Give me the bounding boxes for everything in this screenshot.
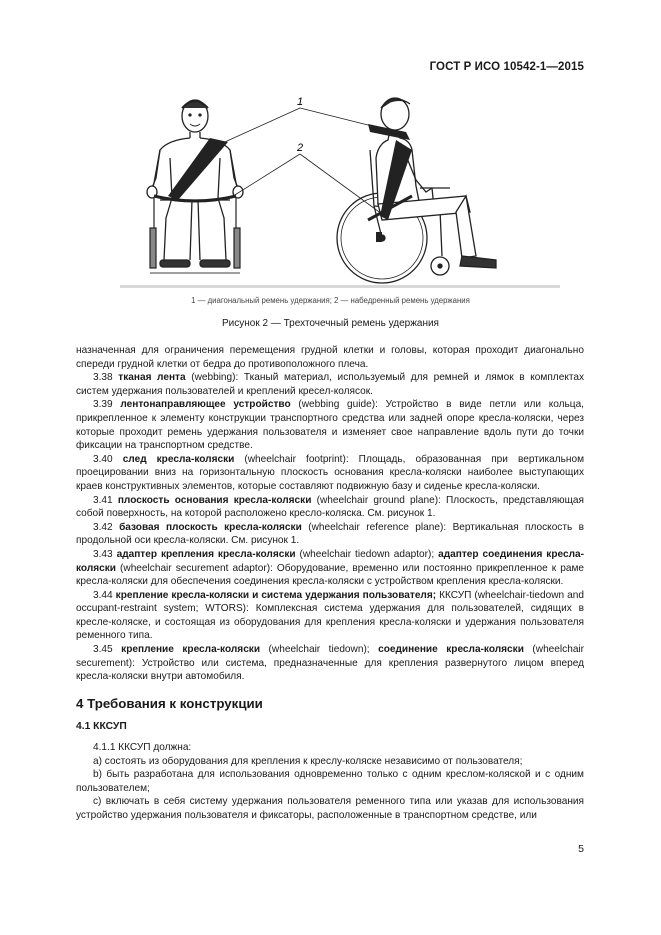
section-4-heading: 4 Требования к конструкции bbox=[76, 695, 263, 711]
callout-2-label: 2 bbox=[296, 142, 304, 154]
term-3-44: 3.44 крепление кресла-коляски и система удержания пользователя; ККСУП (wheelchair-tiedown and occupant-restraint system; WTORS): Комплексная система удержания для пользователей, сидящих в кресле-коляске, и состоящая из оборудования для крепления кресла-коляски и удержания пользователя ременного типа. bbox=[76, 589, 584, 642]
document-standard-number: ГОСТ Р ИСО 10542-1—2015 bbox=[429, 61, 584, 73]
front-view-occupant bbox=[147, 100, 243, 267]
clause-4-1-1: 4.1.1 ККСУП должна: bbox=[93, 742, 192, 754]
page-number: 5 bbox=[578, 843, 584, 855]
callout-1-label: 1 bbox=[296, 96, 304, 108]
term-3-43: 3.43 адаптер крепления кресла-коляски (wheelchair tiedown adaptor); адаптер соединения кресла-коляски (wheelchair securement adaptor): Оборудование, временно или постоянно прикрепленное к раме кресла-коляски для обеспечения соединения кресла-коляски с устройством крепления кресла-коляски. bbox=[76, 548, 584, 588]
term-3-39: 3.39 лентонаправляющее устройство (webbing guide): Устройство в виде петли или кольца, прикрепленное к элементу конструкции транспортного средства или задней опоре кресла-коляски, через которые проходит ремень удержания пользователя и изменяет свое направление вдоль пути до точки фиксации на транспортном средстве. bbox=[76, 399, 584, 452]
clause-item-a: a) состоять из оборудования для крепления к креслу-коляске независимо от пользователя; bbox=[93, 755, 523, 767]
figure-drawing bbox=[120, 88, 560, 298]
document-body bbox=[76, 344, 584, 823]
term-3-40: 3.40 след кресла-коляски (wheelchair footprint): Площадь, образованная при вертикальном проецировании вниз на горизонтальную плоскость основания кресла-коляски наиболее выступающих краев конструктивных элементов, которые составляют подвижную базу и сиденье кресла-коляски. bbox=[76, 453, 585, 492]
clause-item-c: c) включать в себя систему удержания пользователя ременного типа или указав для использования устройство удержания пользователя и фиксаторы, расположенные в транспортном средстве, или bbox=[76, 796, 584, 821]
clause-item-b: b) быть разработана для использования одновременно только с одним креслом-коляской и с одним пользователем; bbox=[76, 769, 584, 794]
paragraph-continuation: назначенная для ограничения перемещения грудной клетки и головы, которая проходит диагонально спереди грудной клетки от бедра до противоположного плеча. bbox=[76, 345, 584, 370]
term-3-38: 3.38 тканая лента (webbing): Тканый материал, используемый для ремней и лямок в комплектах систем удержания пользователей и креплений кресел-колясок. bbox=[76, 372, 585, 397]
callout-leaders bbox=[216, 108, 382, 214]
figure-three-point-belt bbox=[120, 88, 560, 298]
figure-legend: 1 — диагональный ремень удержания; 2 — набедренный ремень удержания bbox=[191, 296, 470, 305]
section-4-1-heading: 4.1 ККСУП bbox=[76, 721, 127, 733]
term-3-42: 3.42 базовая плоскость кресла-коляски (wheelchair reference plane): Вертикальная плоскость в продольной оси кресла-коляски. См. рисунок 1. bbox=[76, 521, 585, 547]
term-3-45: 3.45 крепление кресла-коляски (wheelchair tiedown); соединение кресла-коляски (wheelchair securement): Устройство или система, предназначенные для крепления развернутого лицом вперед кресла-коляски внутри автомобиля. bbox=[76, 644, 585, 683]
figure-caption: Рисунок 2 — Трехточечный ремень удержания bbox=[222, 318, 439, 329]
term-3-41: 3.41 плоскость основания кресла-коляски (wheelchair ground plane): Плоскость, представляющая собой поверхность, на которой расположено кресло-коляска. См. рисунок 1. bbox=[76, 494, 584, 520]
